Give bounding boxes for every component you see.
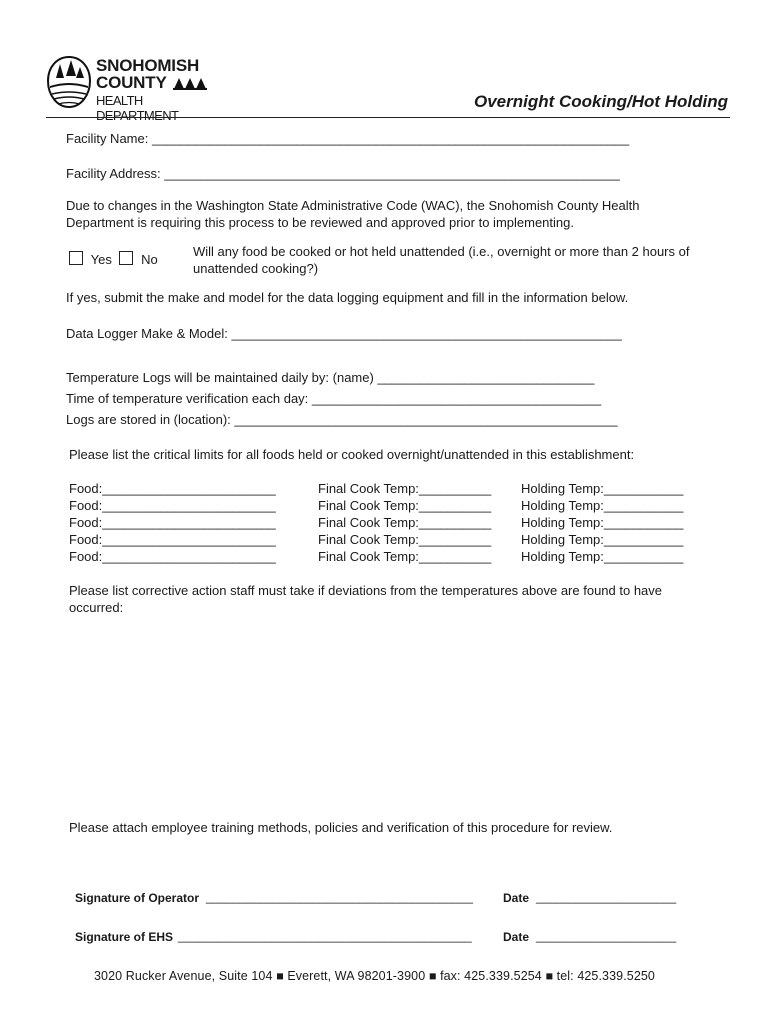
food-field[interactable]: Food:________________________ (69, 549, 276, 564)
intro-text-line1: Due to changes in the Washington State Administrative Code (WAC), the Snohomish County Health (66, 198, 640, 213)
data-logger-field[interactable]: Data Logger Make & Model: ______________________________________________________ (66, 326, 622, 341)
square-bullet-icon: ■ (276, 969, 284, 983)
ehs-signature-line[interactable]: ____________________________________________ (178, 929, 472, 943)
header-divider (46, 117, 730, 118)
food-field[interactable]: Food:________________________ (69, 532, 276, 547)
food-field[interactable]: Food:________________________ (69, 481, 276, 496)
page-title: Overnight Cooking/Hot Holding (473, 92, 728, 111)
final-cook-temp-field[interactable]: Final Cook Temp:__________ (318, 498, 492, 513)
holding-temp-field[interactable]: Holding Temp:___________ (521, 549, 684, 564)
facility-address-field[interactable]: Facility Address: _______________________________________________________________ (66, 166, 620, 181)
square-bullet-icon: ■ (428, 969, 437, 983)
food-field[interactable]: Food:________________________ (69, 515, 276, 530)
county-seal-icon (46, 54, 92, 110)
question-line1: Will any food be cooked or hot held unattended (i.e., overnight or more than 2 hours of (193, 244, 690, 259)
operator-date-label: Date (503, 891, 530, 905)
ehs-date-label: Date (503, 930, 530, 944)
holding-temp-field[interactable]: Holding Temp:___________ (521, 481, 684, 496)
logo-text-line1: SNOHOMISH (96, 56, 200, 75)
attach-note: Please attach employee training methods, policies and verification of this procedure for review. (69, 820, 613, 835)
food-field[interactable]: Food:________________________ (69, 498, 276, 513)
final-cook-temp-field[interactable]: Final Cook Temp:__________ (318, 532, 492, 547)
logs-stored-field[interactable]: Logs are stored in (location): _____________________________________________________ (66, 412, 618, 427)
final-cook-temp-field[interactable]: Final Cook Temp:__________ (318, 481, 492, 496)
county-logo (46, 54, 216, 123)
no-label: No (141, 252, 158, 267)
intro-text-line2: Department is requiring this process to be reviewed and approved prior to implementing. (66, 215, 574, 230)
critical-limits-instruction: Please list the critical limits for all foods held or cooked overnight/unattended in this establishment: (69, 447, 635, 462)
trees-icon (173, 76, 207, 90)
footer-contact (94, 969, 655, 983)
corrective-action-area[interactable] (69, 622, 709, 802)
operator-signature-line[interactable]: ________________________________________ (206, 890, 473, 904)
no-checkbox[interactable] (119, 251, 133, 265)
logo-text-line3: HEALTH DEPARTMENT (96, 93, 179, 123)
square-bullet-icon: ■ (545, 969, 554, 983)
corrective-action-line2: occurred: (69, 600, 124, 615)
footer-address: 3020 Rucker Avenue, Suite 104 (94, 969, 273, 983)
operator-date-line[interactable]: _____________________ (536, 890, 677, 904)
operator-signature-label: Signature of Operator (75, 891, 200, 905)
final-cook-temp-field[interactable]: Final Cook Temp:__________ (318, 549, 492, 564)
footer-city: Everett, WA 98201-3900 (287, 969, 426, 983)
ehs-signature-label: Signature of EHS (75, 930, 174, 944)
facility-name-field[interactable]: Facility Name: __________________________________________________________________ (66, 131, 630, 146)
ehs-date-line[interactable]: _____________________ (536, 929, 677, 943)
final-cook-temp-field[interactable]: Final Cook Temp:__________ (318, 515, 492, 530)
logo-text-line2: COUNTY (96, 73, 167, 92)
holding-temp-field[interactable]: Holding Temp:___________ (521, 532, 684, 547)
temp-logs-field[interactable]: Temperature Logs will be maintained daily by: (name) ______________________________ (66, 370, 595, 385)
if-yes-instruction: If yes, submit the make and model for the data logging equipment and fill in the information below. (66, 290, 629, 305)
corrective-action-line1: Please list corrective action staff must take if deviations from the temperatures above are found to have (69, 583, 663, 598)
yes-no-group (69, 251, 158, 267)
footer-tel: tel: 425.339.5250 (556, 969, 655, 983)
yes-checkbox[interactable] (69, 251, 83, 265)
time-verification-field[interactable]: Time of temperature verification each day: ________________________________________ (66, 391, 602, 406)
holding-temp-field[interactable]: Holding Temp:___________ (521, 515, 684, 530)
yes-label: Yes (90, 252, 112, 267)
question-line2: unattended cooking?) (193, 261, 319, 276)
holding-temp-field[interactable]: Holding Temp:___________ (521, 498, 684, 513)
footer-fax: fax: 425.339.5254 (440, 969, 542, 983)
